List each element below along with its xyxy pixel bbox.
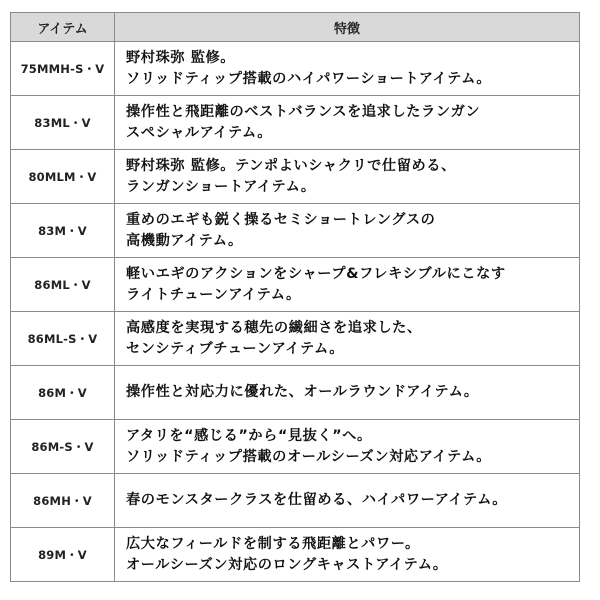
table-header: [11, 13, 580, 42]
feature-line: 広大なフィールドを制する飛距離とパワー。: [126, 535, 420, 552]
header-row: [11, 13, 580, 42]
feature-line: オールシーズン対応のロングキャストアイテム。: [126, 556, 448, 573]
item-cell: 89M・V: [11, 528, 115, 582]
table-row: [11, 42, 580, 96]
item-cell: 86M-S・V: [11, 420, 115, 474]
header-item: アイテム: [11, 13, 115, 42]
feature-cell: [115, 96, 580, 150]
feature-line: アタリを“感じる”から“見抜く”へ。: [126, 427, 372, 444]
item-cell: 86M・V: [11, 366, 115, 420]
header-feature: 特徴: [115, 13, 580, 42]
feature-line: ソリッドティップ搭載のハイパワーショートアイテム。: [126, 70, 492, 87]
feature-line: 操作性と飛距離のベストバランスを追求したランガン: [126, 103, 481, 120]
table-row: [11, 312, 580, 366]
feature-line: 野村珠弥 監修。テンポよいシャクリで仕留める、: [126, 157, 456, 174]
item-cell: 86MH・V: [11, 474, 115, 528]
feature-line: 野村珠弥 監修。: [126, 49, 236, 66]
feature-cell: [115, 42, 580, 96]
item-cell: 83ML・V: [11, 96, 115, 150]
table-row: [11, 474, 580, 528]
feature-line: 重めのエギも鋭く操るセミショートレングスの: [126, 211, 436, 228]
feature-line: 軽いエギのアクションをシャープ&フレキシブルにこなす: [126, 265, 506, 282]
item-cell: 86ML・V: [11, 258, 115, 312]
table-row: [11, 420, 580, 474]
feature-line: ランガンショートアイテム。: [126, 178, 316, 195]
item-cell: 75MMH-S・V: [11, 42, 115, 96]
feature-cell: [115, 474, 580, 528]
table-row: [11, 258, 580, 312]
feature-line: ライトチューンアイテム。: [126, 286, 301, 303]
item-cell: 83M・V: [11, 204, 115, 258]
feature-cell: [115, 204, 580, 258]
table-row: [11, 150, 580, 204]
table-row: [11, 366, 580, 420]
feature-cell: [115, 420, 580, 474]
item-cell: 80MLM・V: [11, 150, 115, 204]
feature-line: 高機動アイテム。: [126, 232, 243, 249]
item-cell: 86ML-S・V: [11, 312, 115, 366]
feature-line: センシティブチューンアイテム。: [126, 340, 345, 357]
feature-line: 春のモンスタークラスを仕留める、ハイパワーアイテム。: [126, 492, 508, 508]
table-row: [11, 96, 580, 150]
spec-table: [10, 12, 580, 582]
feature-cell: [115, 150, 580, 204]
feature-line: スペシャルアイテム。: [126, 124, 273, 141]
feature-cell: [115, 312, 580, 366]
table-body: [11, 42, 580, 582]
feature-cell: [115, 528, 580, 582]
feature-line: 高感度を実現する穂先の繊細さを追求した、: [126, 319, 422, 336]
feature-cell: [115, 258, 580, 312]
table-row: [11, 204, 580, 258]
feature-line: ソリッドティップ搭載のオールシーズン対応アイテム。: [126, 448, 492, 465]
feature-cell: [115, 366, 580, 420]
feature-line: 操作性と対応力に優れた、オールラウンドアイテム。: [126, 384, 479, 400]
table-row: [11, 528, 580, 582]
